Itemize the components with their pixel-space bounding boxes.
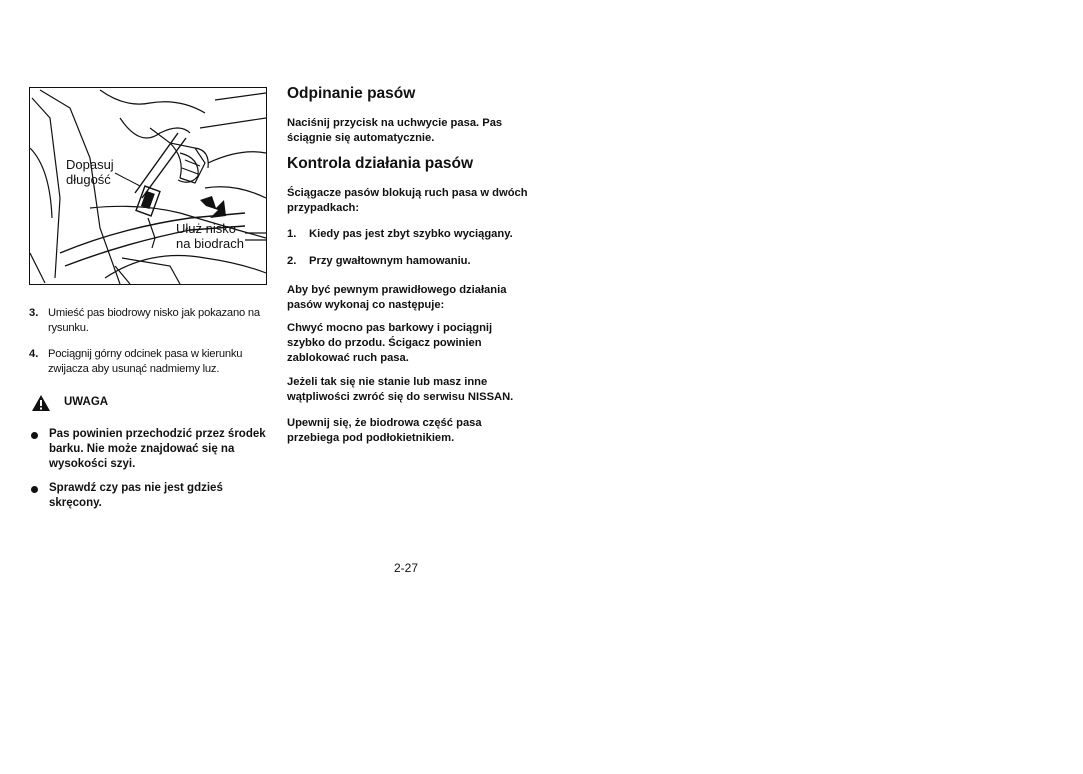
- paragraph-procedure: Aby być pewnym prawidłowego działania pasów wykonaj co następuje:: [287, 284, 507, 311]
- step-number: 3.: [29, 307, 39, 319]
- case-item: [287, 254, 533, 269]
- step-number: 4.: [29, 348, 39, 360]
- case-text: Kiedy pas jest zbyt szybko wyciągany.: [309, 228, 513, 240]
- case-item: [287, 227, 533, 242]
- step-text: Pociągnij górny odcinek pasa w kierunku zwijacza aby usunąć nadmiemy luz.: [48, 348, 243, 375]
- figure-label-adjust-length: [66, 157, 114, 187]
- warning-title: UWAGA: [64, 396, 109, 408]
- heading-unfasten: Odpinanie pasów: [287, 85, 416, 102]
- figure-label-line: na biodrach: [176, 236, 244, 251]
- case-number: 2.: [287, 255, 297, 267]
- step-item: [29, 347, 273, 377]
- case-number: 1.: [287, 228, 297, 240]
- figure-label-line: Ułuż nisko: [176, 221, 236, 236]
- warning-bullet: [29, 427, 273, 472]
- paragraph-armrest: Upewnij się, że biodrowa część pasa przebiega pod podłokietnikiem.: [287, 417, 482, 444]
- bullet-dot-icon: [31, 486, 38, 493]
- paragraph-service: Jeżeli tak się nie stanie lub masz inne wątpliwości zwróć się do serwisu NISSAN.: [287, 376, 514, 403]
- warning-header: [29, 392, 229, 414]
- warning-bullet: [29, 481, 273, 511]
- case-text: Przy gwałtownym hamowaniu.: [309, 255, 471, 267]
- step-item: [29, 306, 273, 336]
- paragraph-retractors: Ściągacze pasów blokują ruch pasa w dwóch przypadkach:: [287, 187, 528, 214]
- step-text: Umieść pas biodrowy nisko jak pokazano na rysunku.: [48, 307, 260, 334]
- figure-label-line: Dopasuj: [66, 157, 114, 172]
- bullet-text: Pas powinien przechodzić przez środek barku. Nie może znajdować się na wysokości szyi.: [49, 428, 266, 470]
- paragraph-test: Chwyć mocno pas barkowy i pociągnij szybko do przodu. Ścigacz powinien zablokować ruch pasa.: [287, 322, 493, 364]
- paragraph-unfasten: Naciśnij przycisk na uchwycie pasa. Pas ściągnie się automatycznie.: [287, 117, 503, 144]
- warning-triangle-icon: [31, 394, 51, 412]
- figure-label-line: długość: [66, 172, 111, 187]
- seatbelt-illustration: [29, 87, 267, 285]
- bullet-text: Sprawdź czy pas nie jest gdzieś skręcony.: [49, 482, 223, 509]
- figure-label-place-low: [176, 221, 244, 251]
- bullet-dot-icon: [31, 432, 38, 439]
- direction-arrow-icon: [200, 196, 226, 218]
- heading-check: Kontrola działania pasów: [287, 155, 474, 172]
- page-number: 2-27: [394, 561, 419, 575]
